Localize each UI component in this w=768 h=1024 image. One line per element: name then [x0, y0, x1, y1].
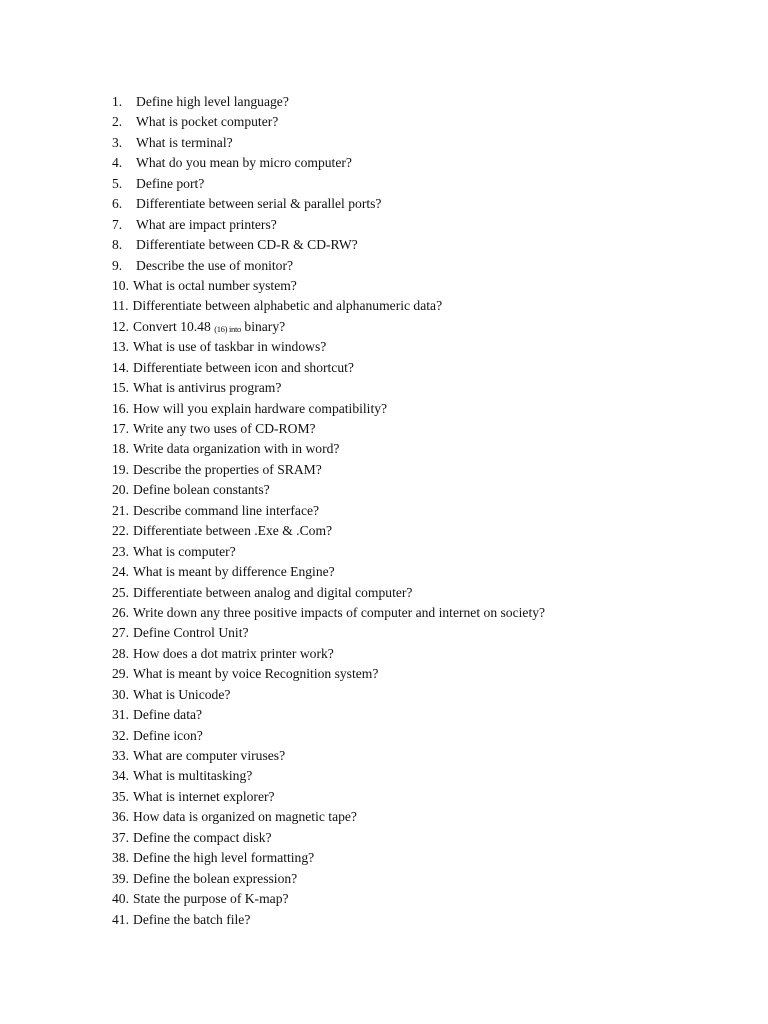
question-item: [112, 337, 545, 357]
question-number: 27.: [112, 625, 129, 641]
question-text: Describe the properties of SRAM?: [133, 461, 322, 477]
question-item: [112, 726, 545, 746]
question-item: [112, 787, 545, 807]
question-text: Differentiate between CD-R & CD-RW?: [136, 237, 358, 253]
question-number: 8.: [112, 237, 123, 253]
question-text: What is meant by voice Recognition system?: [133, 666, 379, 682]
question-text: Differentiate between analog and digital computer?: [133, 584, 413, 600]
question-item: [112, 766, 545, 786]
question-text: What is internet explorer?: [133, 788, 275, 804]
question-item: [112, 807, 545, 827]
question-text: Define bolean constants?: [133, 482, 270, 498]
question-number: 16.: [112, 400, 129, 416]
question-number: 18.: [112, 441, 129, 457]
question-text: What is antivirus program?: [133, 380, 282, 396]
question-number: 12.: [112, 318, 129, 334]
question-text: How data is organized on magnetic tape?: [133, 809, 357, 825]
question-item: [112, 276, 545, 296]
question-item: [112, 889, 545, 909]
question-text: Write down any three positive impacts of computer and internet on society?: [133, 604, 546, 620]
question-number: 28.: [112, 645, 129, 661]
question-text: What is multitasking?: [133, 768, 253, 784]
question-item: [112, 358, 545, 378]
question-text: State the purpose of K-map?: [133, 891, 289, 907]
question-item: [112, 480, 545, 500]
question-number: 6.: [112, 196, 123, 212]
question-item: [112, 562, 545, 582]
question-item: [112, 439, 545, 459]
question-text: What are impact printers?: [136, 216, 277, 232]
question-number: 20.: [112, 482, 129, 498]
question-number: 41.: [112, 911, 129, 927]
question-number: 32.: [112, 727, 129, 743]
question-number: 34.: [112, 768, 129, 784]
question-text: Define data?: [133, 707, 203, 723]
question-text: What is computer?: [133, 543, 236, 559]
question-text: What is octal number system?: [133, 277, 297, 293]
question-item: [112, 378, 545, 398]
question-text: Convert 10.48: [133, 318, 215, 334]
question-item: [112, 664, 545, 684]
question-number: 30.: [112, 686, 129, 702]
question-item: [112, 419, 545, 439]
question-item: [112, 296, 545, 316]
question-item: [112, 705, 545, 725]
question-text: Define the bolean expression?: [133, 870, 298, 886]
question-item: [112, 603, 545, 623]
question-item: [112, 746, 545, 766]
question-number: 2.: [112, 114, 123, 130]
question-text: How will you explain hardware compatibility?: [133, 400, 388, 416]
question-item: [112, 521, 545, 541]
question-text: Define port?: [136, 175, 205, 191]
question-item: [112, 317, 545, 337]
question-number: 11.: [112, 298, 129, 314]
question-item: [112, 910, 545, 930]
question-item: [112, 685, 545, 705]
question-number: 3.: [112, 134, 123, 150]
question-item: [112, 542, 545, 562]
question-item: [112, 583, 545, 603]
question-number: 4.: [112, 155, 123, 171]
question-list: [112, 92, 545, 930]
question-number: 15.: [112, 380, 129, 396]
question-number: 40.: [112, 891, 129, 907]
question-text: How does a dot matrix printer work?: [133, 645, 334, 661]
question-text: What is use of taskbar in windows?: [133, 339, 327, 355]
question-text: Differentiate between icon and shortcut?: [133, 359, 354, 375]
question-item: [112, 644, 545, 664]
question-number: 25.: [112, 584, 129, 600]
question-text: Define the high level formatting?: [133, 850, 315, 866]
question-number: 36.: [112, 809, 129, 825]
question-text: Differentiate between serial & parallel ports?: [136, 196, 382, 212]
question-item: [112, 215, 545, 235]
question-item: [112, 848, 545, 868]
question-text: What is terminal?: [136, 134, 233, 150]
question-number: 37.: [112, 829, 129, 845]
question-item: [112, 235, 545, 255]
question-text: What do you mean by micro computer?: [136, 155, 352, 171]
question-number: 22.: [112, 523, 129, 539]
question-item: [112, 460, 545, 480]
question-number: 33.: [112, 748, 129, 763]
question-item: [112, 133, 545, 153]
question-item: [112, 92, 545, 112]
question-number: 14.: [112, 359, 129, 375]
question-text: Describe command line interface?: [133, 502, 320, 518]
question-item: [112, 256, 545, 276]
question-text: Define Control Unit?: [133, 625, 249, 641]
question-text: Write data organization with in word?: [133, 441, 340, 457]
question-text: Differentiate between .Exe & .Com?: [133, 523, 333, 539]
question-text: What are computer viruses?: [133, 748, 286, 763]
question-text: Differentiate between alphabetic and alphanumeric data?: [132, 298, 443, 314]
question-item: [112, 828, 545, 848]
question-item: [112, 623, 545, 643]
question-item: [112, 174, 545, 194]
question-number: 13.: [112, 339, 129, 355]
question-number: 29.: [112, 666, 129, 682]
question-number: 24.: [112, 564, 129, 580]
question-number: 31.: [112, 707, 129, 723]
question-number: 7.: [112, 216, 123, 232]
question-item: [112, 399, 545, 419]
question-text: What is Unicode?: [133, 686, 231, 702]
question-text: Define high level language?: [136, 94, 289, 109]
question-number: 38.: [112, 850, 129, 866]
question-item: [112, 194, 545, 214]
question-text: Define the batch file?: [133, 911, 251, 927]
question-text: Define icon?: [133, 727, 203, 743]
question-number: 19.: [112, 461, 129, 477]
question-item: [112, 869, 545, 889]
question-number: 26.: [112, 604, 129, 620]
question-number: 9.: [112, 257, 123, 273]
question-text: What is meant by difference Engine?: [133, 564, 335, 580]
question-number: 10.: [112, 277, 129, 293]
question-number: 39.: [112, 870, 129, 886]
question-number: 35.: [112, 788, 129, 804]
question-text: Define the compact disk?: [133, 829, 272, 845]
question-item: [112, 153, 545, 173]
question-number: 23.: [112, 543, 129, 559]
question-item: [112, 501, 545, 521]
question-item: [112, 112, 545, 132]
question-number: 21.: [112, 502, 129, 518]
question-number: 5.: [112, 175, 123, 191]
question-text: Describe the use of monitor?: [136, 257, 294, 273]
question-number: 17.: [112, 421, 129, 436]
question-subscript: (16) into: [214, 323, 241, 334]
question-text: What is pocket computer?: [136, 114, 279, 130]
question-text: Write any two uses of CD-ROM?: [133, 421, 316, 436]
question-number: 1.: [112, 94, 123, 109]
question-text-tail: binary?: [241, 318, 286, 334]
